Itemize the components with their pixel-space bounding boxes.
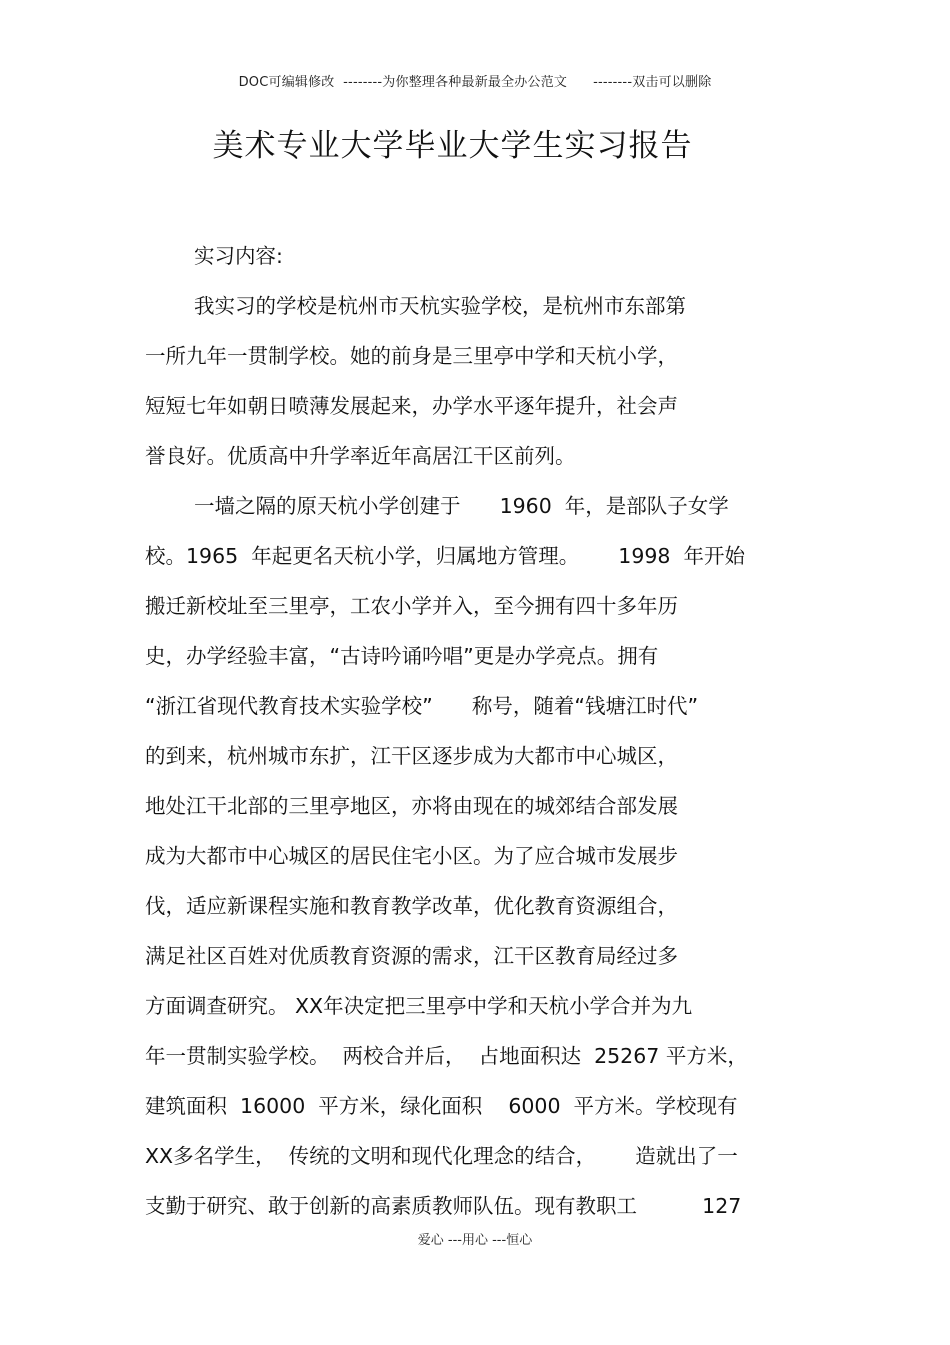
body-line: 方面调查研究。 XX年决定把三里亭中学和天杭小学合并为九 — [145, 994, 693, 1018]
body-line: 短短七年如朝日喷薄发展起来，办学水平逐年提升，社会声 — [145, 394, 678, 418]
body-line: 一所九年一贯制学校。她的前身是三里亭中学和天杭小学， — [145, 344, 678, 368]
body-line: 誉良好。优质高中升学率近年高居江干区前列。 — [145, 444, 576, 468]
body-line: 伐，适应新课程实施和教育教学改革，优化教育资源组合， — [145, 894, 678, 918]
body-line: 实习内容: — [194, 244, 283, 268]
page-footer: 爱心 ---用心 ---恒心 — [417, 1233, 533, 1248]
body-line: 一墙之隔的原天杭小学创建于 1960 年，是部队子女学 — [194, 494, 729, 518]
body-line: 建筑面积 16000 平方米，绿化面积 6000 平方米。学校现有 — [145, 1094, 738, 1118]
body-line: 满足社区百姓对优质教育资源的需求，江干区教育局经过多 — [145, 944, 678, 968]
body-line: 成为大都市中心城区的居民住宅小区。为了应合城市发展步 — [145, 844, 678, 868]
body-line: 史，办学经验丰富，“古诗吟诵吟唱”更是办学亮点。拥有 — [145, 644, 659, 668]
document-title: 美术专业大学毕业大学生实习报告 — [212, 128, 693, 164]
body-line: 地处江干北部的三里亭地区，亦将由现在的城郊结合部发展 — [145, 794, 678, 818]
page-header: DOC可编辑修改 --------为你整理各种最新最全办公范文 --------双击可以删除 — [238, 75, 712, 90]
body-line: 年一贯制实验学校。 两校合并后， 占地面积达 25267 平方米， — [145, 1044, 748, 1068]
body-line: 搬迁新校址至三里亭，工农小学并入，至今拥有四十多年历 — [145, 594, 678, 618]
body-line: 的到来，杭州城市东扩，江干区逐步成为大都市中心城区， — [145, 744, 678, 768]
body-line: 校。1965 年起更名天杭小学，归属地方管理。 1998 年开始 — [145, 544, 746, 568]
body-line: “浙江省现代教育技术实验学校” 称号，随着“钱塘江时代” — [145, 694, 699, 718]
body-line: XX多名学生， 传统的文明和现代化理念的结合， 造就出了一 — [145, 1144, 738, 1168]
body-line: 我实习的学校是杭州市天杭实验学校，是杭州市东部第 — [194, 294, 686, 318]
body-line: 支勤于研究、敢于创新的高素质教师队伍。现有教职工 127 — [145, 1194, 742, 1218]
